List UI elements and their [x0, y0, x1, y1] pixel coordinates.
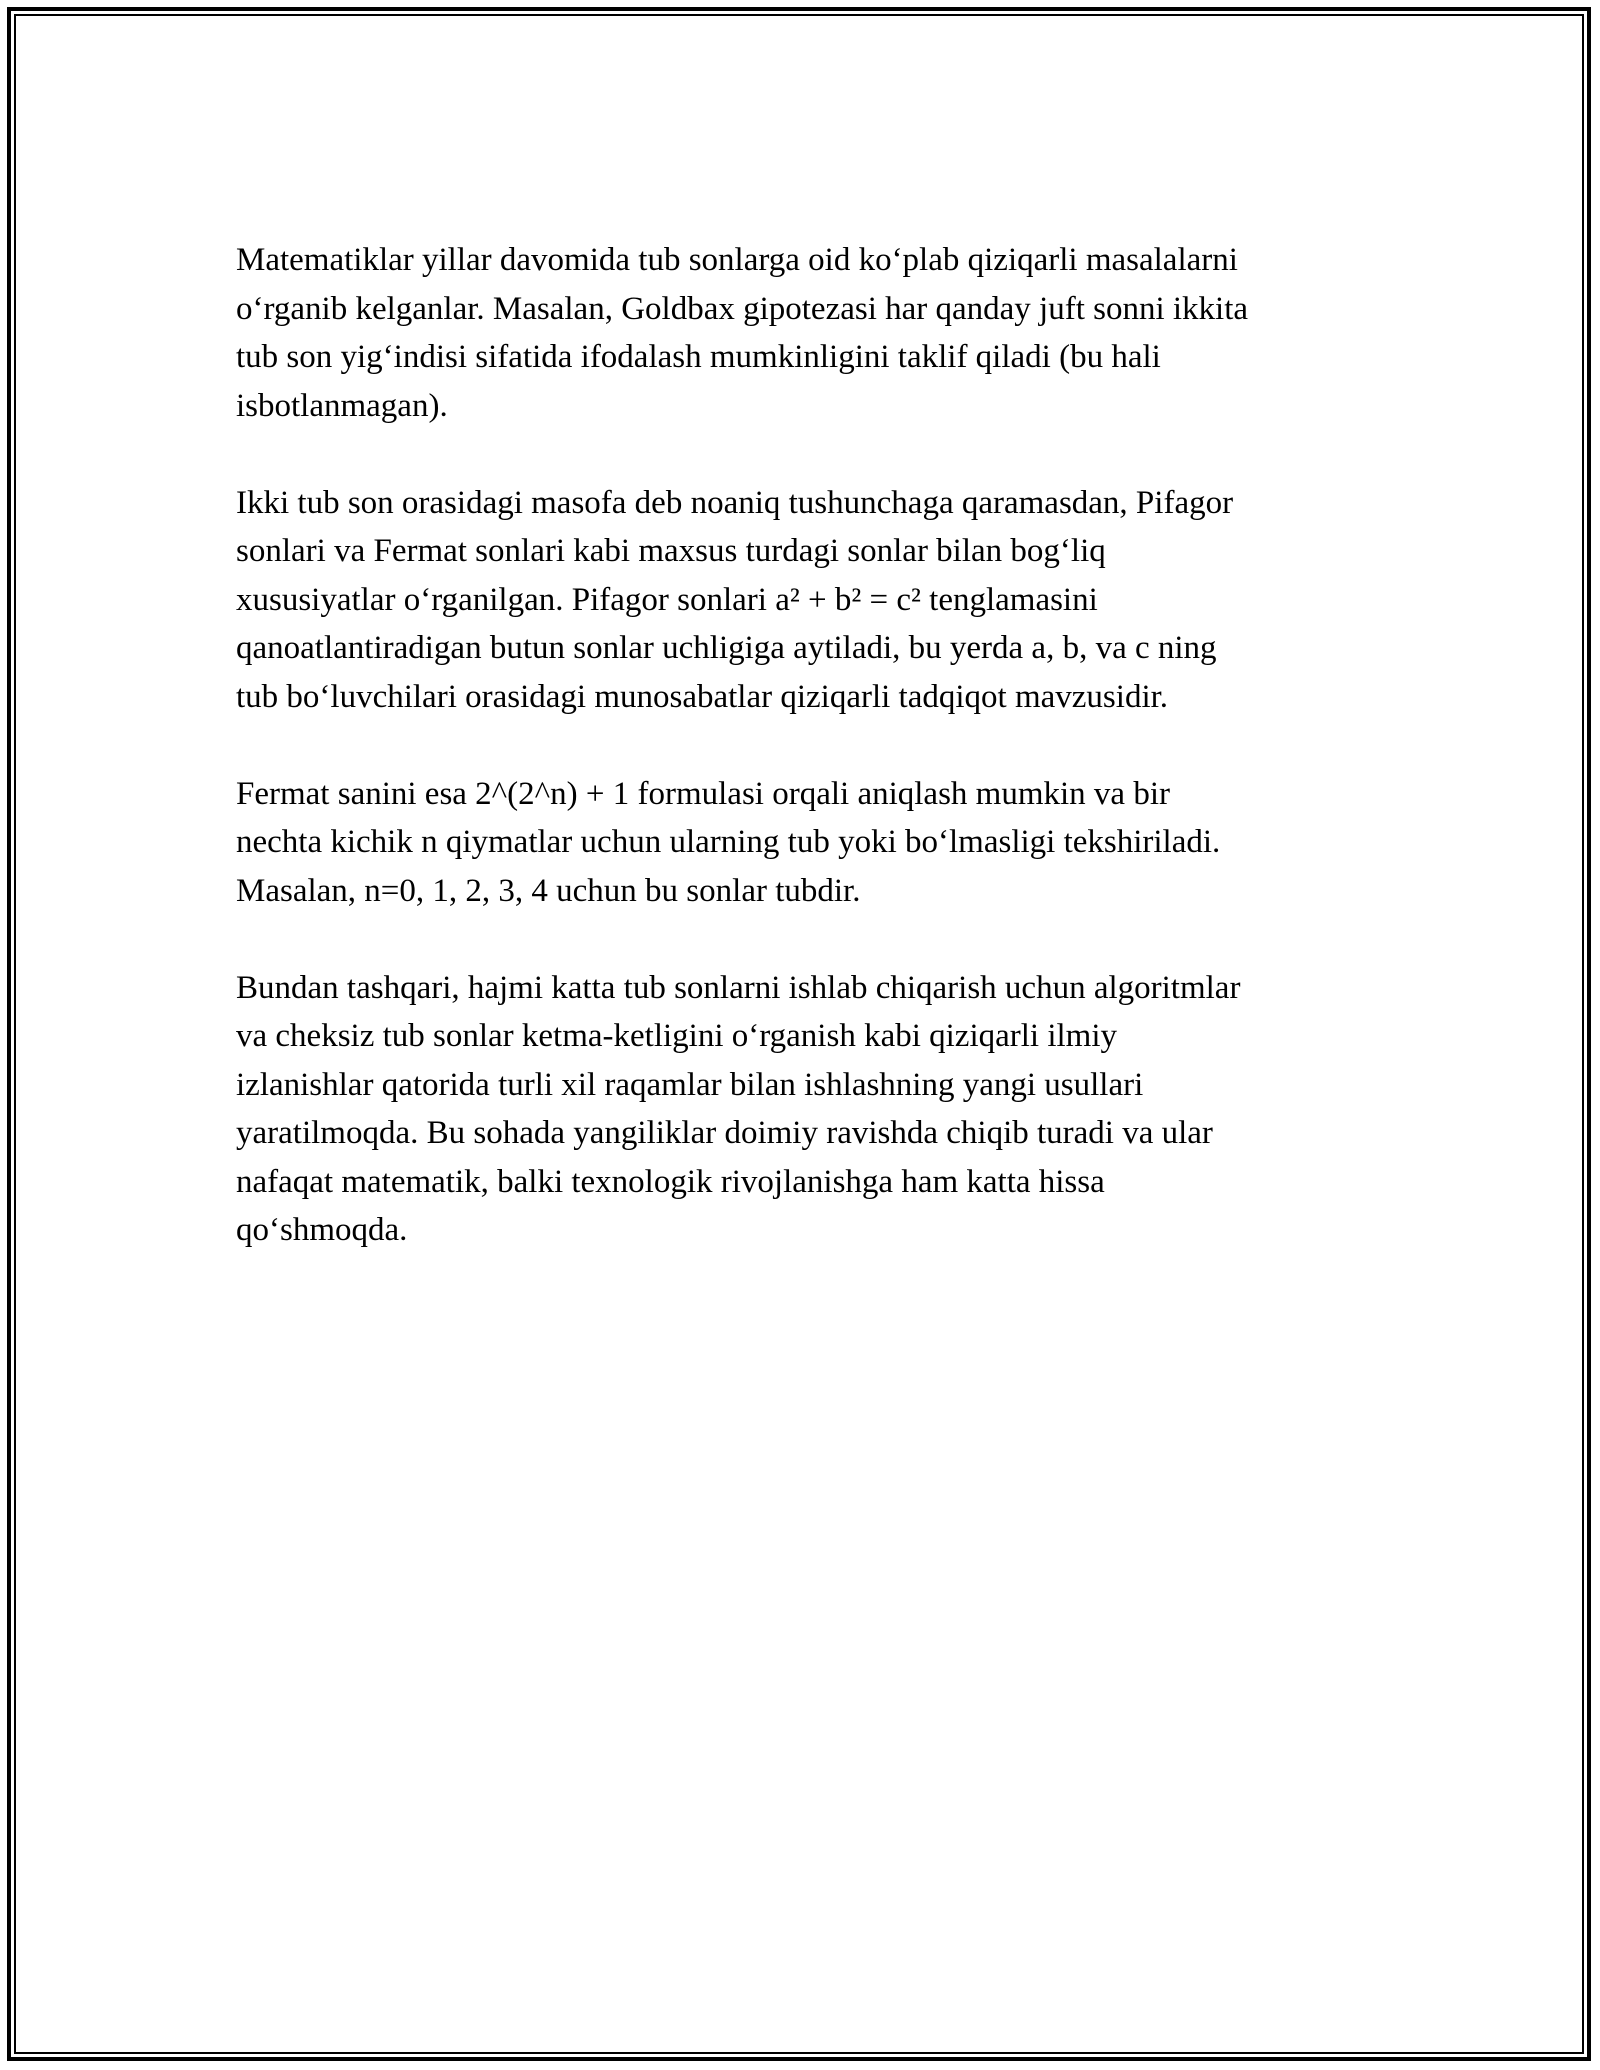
text-line: xususiyatlar o‘rganilgan. Pifagor sonlari a² + b² = c² tenglamasini: [236, 581, 1098, 618]
text-line: Bundan tashqari, hajmi katta tub sonlarni ishlab chiqarish uchun algoritmlar: [236, 969, 1241, 1006]
paragraph-3: [236, 770, 1376, 916]
text-line: sonlari va Fermat sonlari kabi maxsus turdagi sonlar bilan bog‘liq: [236, 533, 1106, 569]
text-line: qanoatlantiradigan butun sonlar uchligiga aytiladi, bu yerda a, b, va c ning: [236, 630, 1217, 666]
text-line: Ikki tub son orasidagi masofa deb noaniq tushunchaga qaramasdan, Pifagor: [236, 484, 1234, 521]
text-line: o‘rganib kelganlar. Masalan, Goldbax gipotezasi har qanday juft sonni ikkita: [236, 290, 1249, 327]
paragraph-4: [236, 964, 1376, 1255]
text-line: yaratilmoqda. Bu sohada yangiliklar doimiy ravishda chiqib turadi va ular: [236, 1115, 1213, 1151]
text-line: Matematiklar yillar davomida tub sonlarga oid ko‘plab qiziqarli masalalarni: [236, 242, 1238, 278]
text-line: tub bo‘luvchilari orasidagi munosabatlar qiziqarli tadqiqot mavzusidir.: [236, 678, 1169, 715]
text-line: nafaqat matematik, balki texnologik rivojlanishga ham katta hissa: [236, 1163, 1105, 1200]
text-line: Masalan, n=0, 1, 2, 3, 4 uchun bu sonlar tubdir.: [236, 872, 861, 909]
text-line: va cheksiz tub sonlar ketma-ketligini o‘rganish kabi qiziqarli ilmiy: [236, 1018, 1118, 1054]
text-line: isbotlanmagan).: [236, 387, 448, 424]
text-line: izlanishlar qatorida turli xil raqamlar bilan ishlashning yangi usullari: [236, 1066, 1144, 1103]
paragraph-1: [236, 236, 1376, 430]
text-line: tub son yig‘indisi sifatida ifodalash mumkinligini taklif qiladi (bu hali: [236, 339, 1161, 375]
paragraph-2: [236, 479, 1376, 722]
document-body: [236, 236, 1376, 1303]
text-line: nechta kichik n qiymatlar uchun ularning tub yoki bo‘lmasligi tekshiriladi.: [236, 824, 1221, 860]
text-line: Fermat sanini esa 2^(2^n) + 1 formulasi orqali aniqlash mumkin va bir: [236, 775, 1170, 812]
text-line: qo‘shmoqda.: [236, 1212, 408, 1248]
